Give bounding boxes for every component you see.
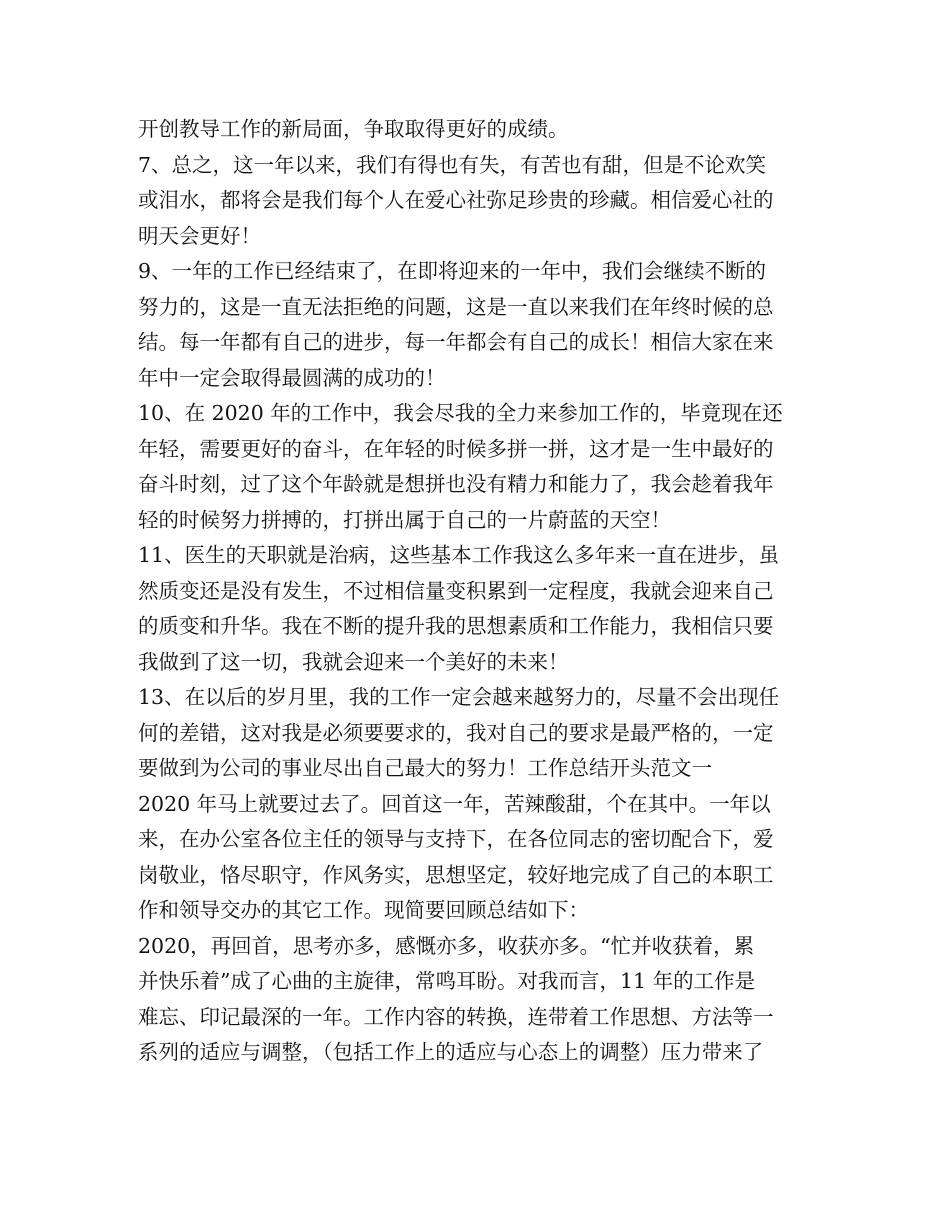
text-line: 奋斗时刻，过了这个年龄就是想拼也没有精力和能力了，我会趁着我年: [138, 472, 774, 496]
text-line: 轻的时候努力拼搏的，打拼出属于自己的一片蔚蓝的天空！: [138, 507, 671, 532]
document-body: [138, 112, 818, 1071]
text-line: 或泪水，都将会是我们每个人在爱心社弥足珍贵的珍藏。相信爱心社的: [138, 188, 774, 212]
text-line: 努力的，这是一直无法拒绝的问题，这是一直以来我们在年终时候的总: [138, 294, 774, 319]
text-line: 我做到了这一切，我就会迎来一个美好的未来！: [138, 649, 569, 674]
text-line: 明天会更好！: [138, 223, 261, 248]
text-line: 作和领导交办的其它工作。现简要回顾总结如下：: [138, 898, 589, 922]
text-line: 11、医生的天职就是治病，这些基本工作我这么多年来一直在进步，虽: [138, 543, 780, 567]
text-line: 来，在办公室各位主任的领导与支持下，在各位同志的密切配合下，爱: [138, 827, 774, 851]
text-line: 年轻，需要更好的奋斗，在年轻的时候多拼一拼，这才是一生中最好的: [138, 436, 774, 461]
text-line: 7、总之，这一年以来，我们有得也有失，有苦也有甜，但是不论欢笑: [138, 152, 767, 177]
text-line: 2020 年马上就要过去了。回首这一年，苦辣酸甜，个在其中。一年以: [138, 791, 771, 816]
text-line: 年中一定会取得最圆满的成功的！: [138, 365, 446, 390]
text-line: 何的差错，这对我是必须要要求的，我对自己的要求是最严格的，一定: [138, 720, 774, 745]
text-line: 要做到为公司的事业尽出自己最大的努力！工作总结开头范文一: [138, 756, 712, 780]
text-line: 难忘、印记最深的一年。工作内容的转换，连带着工作思想、方法等一: [138, 1004, 774, 1029]
text-line: 岗敬业，恪尽职守，作风务实，思想坚定，较好地完成了自己的本职工: [138, 862, 774, 887]
text-line: 然质变还是没有发生，不过相信量变积累到一定程度，我就会迎来自己: [138, 578, 774, 603]
text-line: 开创教导工作的新局面，争取取得更好的成绩。: [138, 117, 569, 141]
text-line: 的质变和升华。我在不断的提升我的思想素质和工作能力，我相信只要: [138, 614, 774, 638]
text-line: 2020，再回首，思考亦多，感慨亦多，收获亦多。“忙并收获着，累: [138, 933, 755, 958]
text-line: 并快乐着”成了心曲的主旋律，常鸣耳盼。对我而言，11 年的工作是: [138, 969, 756, 993]
text-line: 9、一年的工作已经结束了，在即将迎来的一年中，我们会继续不断的: [138, 259, 767, 283]
text-line: 10、在 2020 年的工作中，我会尽我的全力来参加工作的，毕竟现在还: [138, 401, 783, 425]
text-line: 系列的适应与调整，（包括工作上的适应与心态上的调整）压力带来了: [138, 1040, 764, 1064]
text-line: 13、在以后的岁月里，我的工作一定会越来越努力的，尽量不会出现任: [138, 685, 780, 709]
text-line: 结。每一年都有自己的进步，每一年都会有自己的成长！相信大家在来: [138, 330, 774, 354]
